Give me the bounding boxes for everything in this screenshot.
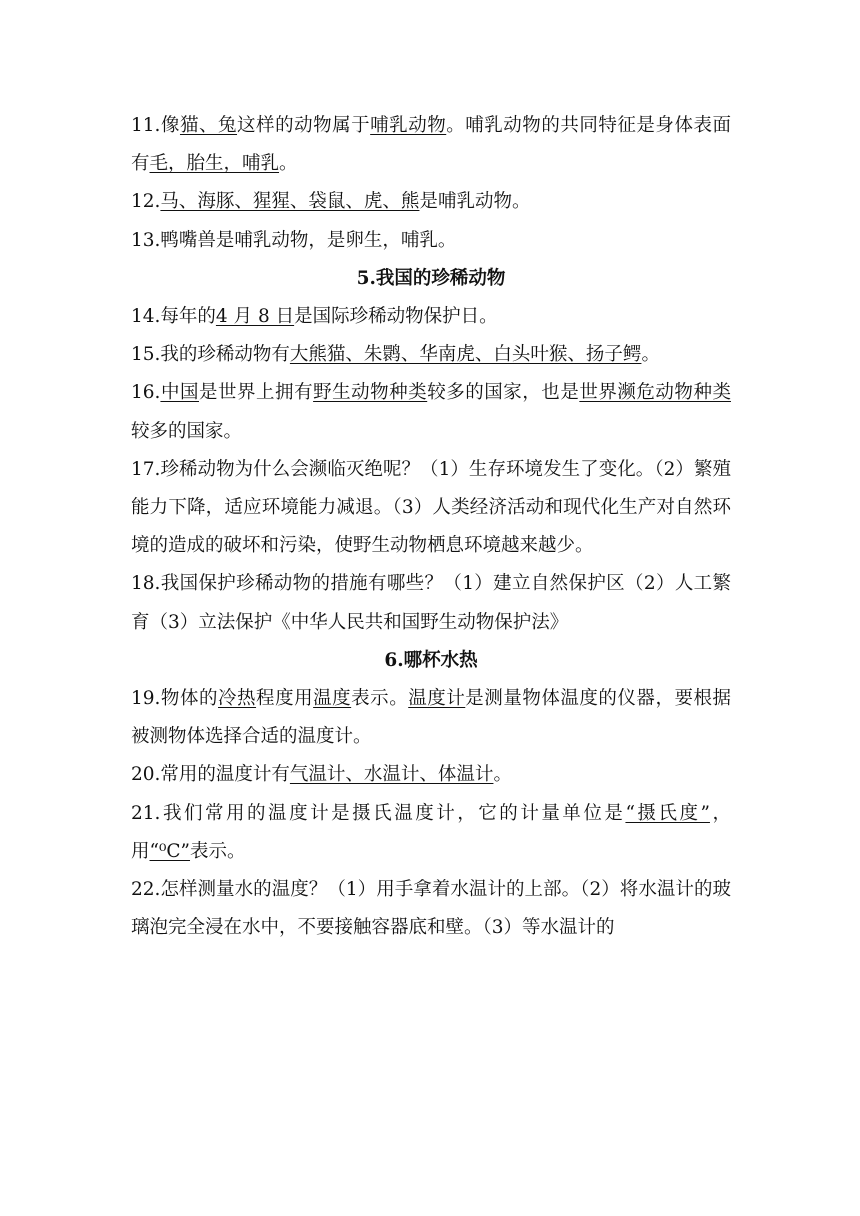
text-run: 15.我的珍稀动物有 [131, 344, 290, 366]
text-run: 。 [641, 344, 660, 366]
underlined-answer: 温度 [313, 688, 352, 710]
paragraph [131, 680, 731, 756]
underlined-answer: 温度计 [408, 688, 466, 710]
text-run: 22.怎样测量水的温度？（1）用手拿着水温计的上部。（2）将水温计的玻璃泡完全浸在水中，不要接触容器底和壁。（3）等水温计的 [131, 879, 731, 939]
text-run: 16. [131, 382, 161, 404]
text-run: 表示。 [190, 840, 246, 862]
paragraph [131, 298, 731, 336]
text-run: 这样的动物属于 [237, 115, 371, 136]
paragraph [131, 795, 731, 871]
text-run: 11.像 [131, 115, 180, 136]
underlined-answer: 世界濒危动物种类 [579, 382, 731, 404]
text-run: 12. [131, 191, 161, 213]
underlined-answer: 气温计、水温计、体温计 [289, 764, 494, 786]
text-run: 。哺乳动物的共同特征是身体表面有 [131, 115, 731, 175]
section-heading [131, 260, 731, 298]
section-heading [131, 642, 731, 680]
underlined-answer: 冷热 [218, 688, 257, 710]
paragraph [131, 107, 731, 183]
text-run: 程度用 [256, 688, 314, 710]
text-run: 14.每年的 [131, 306, 216, 328]
text-run: 。 [493, 764, 512, 786]
paragraph [131, 451, 731, 566]
text-run: 21.我们常用的温度计是摄氏温度计，它的计量单位是 [131, 802, 626, 824]
text-run: 是哺乳动物。 [419, 191, 531, 213]
underlined-answer: “⁰C” [149, 840, 191, 862]
text-run: 是测量物体温度的仪器，要根据被测物体选择合适的温度计。 [131, 688, 731, 748]
underlined-answer: 猫、兔 [179, 115, 238, 136]
underlined-answer: 大熊猫、朱鹮、华南虎、白头叶猴、扬子鳄 [289, 344, 642, 366]
text-run: 5.我国的珍稀动物 [356, 267, 506, 289]
paragraph [131, 756, 731, 794]
text-run: 是世界上拥有 [198, 382, 314, 404]
paragraph [131, 222, 731, 260]
underlined-answer: 毛，胎生，哺乳 [149, 153, 280, 175]
underlined-answer: 野生动物种类 [313, 382, 428, 404]
paragraph [131, 565, 731, 641]
underlined-answer: 哺乳动物 [370, 115, 447, 136]
text-run: 19.物体的 [131, 688, 218, 710]
text-run: 较多的国家。 [131, 420, 243, 442]
paragraph [131, 871, 731, 947]
text-run: 6.哪杯水热 [384, 649, 478, 671]
text-run: 表示。 [351, 688, 409, 710]
text-run: 18.我国保护珍稀动物的措施有哪些？（1）建立自然保护区（2）人工繁育（3）立法保护《中华人民共和国野生动物保护法》 [131, 573, 731, 633]
paragraph [131, 183, 731, 221]
text-run: 较多的国家，也是 [427, 382, 580, 404]
paragraph [131, 336, 731, 374]
underlined-answer: “摄氏度” [625, 802, 710, 824]
document-body [131, 107, 731, 947]
paragraph [131, 374, 731, 450]
text-run: ，用 [131, 802, 731, 862]
underlined-answer: 中国 [160, 382, 199, 404]
text-run: 20.常用的温度计有 [131, 764, 290, 786]
underlined-answer: 马、海豚、猩猩、袋鼠、虎、熊 [160, 191, 420, 213]
text-run: 17.珍稀动物为什么会濒临灭绝呢？（1）生存环境发生了变化。（2）繁殖能力下降，适应环境能力减退。（3）人类经济活动和现代化生产对自然环境的造成的破坏和污染，使野生动物栖息环境越来越少。 [131, 458, 731, 557]
text-run: 是国际珍稀动物保护日。 [294, 306, 498, 328]
underlined-answer: 4 月 8 日 [215, 306, 295, 328]
text-run: 。 [279, 153, 298, 175]
text-run: 13.鸭嘴兽是哺乳动物，是卵生，哺乳。 [131, 229, 457, 251]
